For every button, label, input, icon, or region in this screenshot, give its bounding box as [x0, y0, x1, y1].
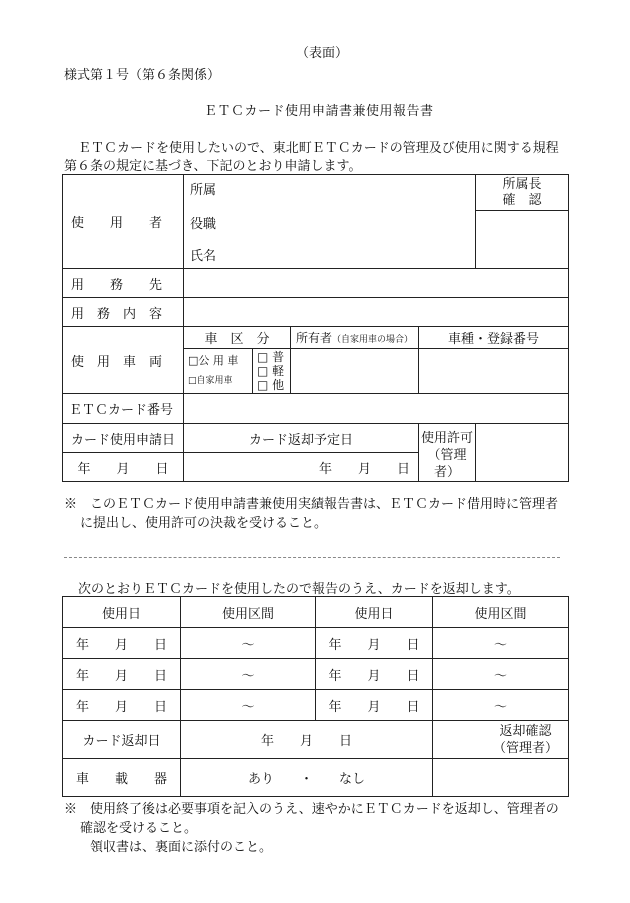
tilde-text: ～: [493, 637, 507, 653]
return-confirm-label-1: 返却確認: [499, 724, 552, 739]
onboard-label: 車 載 器: [75, 772, 167, 787]
business-label: 用 務 内 容: [71, 306, 163, 322]
col-section-label-1: 使用区間: [221, 606, 274, 622]
return-confirm-cell[interactable]: [433, 721, 569, 797]
name-label: 氏名: [190, 249, 217, 264]
vehicle-label: 使 用 車 両: [71, 354, 163, 370]
size-light-checkbox[interactable]: □ 軽: [257, 364, 285, 378]
application-table: [62, 174, 569, 482]
use-section-input[interactable]: [433, 659, 569, 690]
use-date-input[interactable]: [63, 628, 181, 659]
official-car-checkbox[interactable]: □公 用 車: [188, 354, 239, 367]
return-due-ymd: 年 月 日: [318, 461, 410, 477]
ymd-text: 年 月 日: [75, 699, 167, 715]
use-date-input[interactable]: [316, 628, 433, 659]
use-date-input[interactable]: [63, 659, 181, 690]
onboard-label-cell: [63, 759, 181, 797]
use-section-input[interactable]: [433, 690, 569, 721]
return-due-label: カード返却予定日: [248, 432, 353, 448]
card-no-label-cell: [63, 394, 184, 424]
vehicle-label-cell: [63, 327, 184, 394]
note1-line-1: ※ このＥＴＣカード使用申請書兼使用実績報告書は、ＥＴＣカード借用時に管理者: [64, 497, 559, 512]
user-label: 使 用 者: [71, 216, 163, 231]
report-table: [62, 596, 569, 797]
use-section-input[interactable]: [181, 690, 316, 721]
private-car-checkbox[interactable]: □自家用車: [188, 376, 233, 386]
car-type-cell: [184, 349, 253, 394]
form-number: 様式第１号（第６条関係）: [64, 68, 221, 83]
ymd-text: 年 月 日: [328, 637, 420, 653]
destination-label-cell: [63, 269, 184, 298]
return-date-label: カード返却日: [82, 734, 161, 749]
chief-confirm-label-1: 所属長: [502, 177, 542, 192]
side-label: （表面）: [296, 46, 349, 61]
ymd-text: 年 月 日: [328, 668, 420, 684]
col-section-2: [433, 597, 569, 628]
permit-stamp-cell[interactable]: [476, 424, 569, 482]
cut-line: [64, 557, 560, 558]
table-row: [63, 659, 569, 690]
onboard-choice[interactable]: [181, 759, 433, 797]
tilde-text: ～: [241, 668, 255, 684]
table-row: [63, 690, 569, 721]
col-date-2: [316, 597, 433, 628]
destination-label: 用 務 先: [71, 277, 163, 293]
intro-line-2: 第６条の規定に基づき、下記のとおり申請します。: [64, 159, 362, 174]
card-no-input[interactable]: [184, 394, 569, 424]
return-ymd-text: 年 月 日: [260, 734, 352, 749]
col-section-label-2: 使用区間: [474, 606, 527, 622]
note2-line-2: 確認を受けること。: [80, 821, 198, 836]
owner-label: 所有者: [295, 331, 332, 345]
chief-confirm-label-2: 確 認: [502, 193, 542, 208]
owner-input[interactable]: [291, 349, 419, 394]
use-section-input[interactable]: [433, 628, 569, 659]
car-size-cell: [253, 349, 291, 394]
destination-input[interactable]: [184, 269, 569, 298]
model-reg-label: 車種・登録番号: [448, 332, 540, 347]
apply-date-input[interactable]: [63, 453, 184, 482]
use-date-input[interactable]: [63, 690, 181, 721]
owner-header: [291, 327, 419, 349]
return-due-label-cell: [184, 424, 419, 453]
user-label-cell: [63, 175, 184, 269]
apply-date-label: カード使用申請日: [70, 432, 175, 448]
vehicle-class-header: [184, 327, 291, 349]
return-confirm-label-2: （管理者）: [492, 741, 558, 756]
report-intro: 次のとおりＥＴＣカードを使用したので報告のうえ、カードを返却します。: [78, 582, 520, 597]
chief-confirm-cell[interactable]: [476, 175, 569, 269]
card-no-label: ＥＴＣカード番号: [69, 403, 174, 418]
use-section-input[interactable]: [181, 659, 316, 690]
page-title: ＥＴＣカード使用申請書兼使用報告書: [204, 104, 434, 119]
vehicle-class-label: 車 区 分: [204, 332, 270, 347]
affiliation-label: 所属: [190, 183, 217, 198]
tilde-text: ～: [241, 637, 255, 653]
model-reg-header: [419, 327, 569, 349]
col-section-1: [181, 597, 316, 628]
apply-date-ymd: 年 月 日: [77, 461, 169, 477]
ymd-text: 年 月 日: [75, 668, 167, 684]
tilde-text: ～: [493, 668, 507, 684]
size-regular-checkbox[interactable]: □ 普: [257, 350, 285, 364]
return-due-input[interactable]: [184, 453, 419, 482]
business-input[interactable]: [184, 298, 569, 327]
col-date-1: [63, 597, 181, 628]
note2-line-3: 領収書は、裏面に添付のこと。: [90, 840, 273, 855]
permit-label-cell: [419, 424, 476, 482]
model-reg-input[interactable]: [419, 349, 569, 394]
note1-line-2: に提出し、使用許可の決裁を受けること。: [80, 516, 328, 531]
note2-line-1: ※ 使用終了後は必要事項を記入のうえ、速やかにＥＴＣカードを返却し、管理者の: [64, 802, 559, 817]
permit-label-1: 使用許可: [421, 431, 474, 446]
col-date-label-1: 使用日: [101, 606, 141, 622]
ymd-text: 年 月 日: [328, 699, 420, 715]
return-date-input[interactable]: [181, 721, 433, 759]
business-label-cell: [63, 298, 184, 327]
permit-label-2: （管理者）: [427, 448, 467, 480]
tilde-text: ～: [241, 699, 255, 715]
ymd-text: 年 月 日: [75, 637, 167, 653]
table-row: [63, 628, 569, 659]
use-date-input[interactable]: [316, 690, 433, 721]
position-label: 役職: [190, 217, 217, 232]
intro-line-1: ＥＴＣカードを使用したいので、東北町ＥＴＣカードの管理及び使用に関する規程: [78, 141, 559, 156]
size-other-checkbox[interactable]: □ 他: [257, 378, 285, 392]
tilde-text: ～: [493, 699, 507, 715]
onboard-value: あり ・ なし: [247, 772, 365, 787]
col-date-label-2: 使用日: [354, 606, 394, 622]
user-detail-cell: [184, 175, 476, 269]
apply-date-label-cell: [63, 424, 184, 453]
owner-note: （自家用車の場合）: [332, 335, 414, 345]
use-date-input[interactable]: [316, 659, 433, 690]
return-date-label-cell: [63, 721, 181, 759]
use-section-input[interactable]: [181, 628, 316, 659]
